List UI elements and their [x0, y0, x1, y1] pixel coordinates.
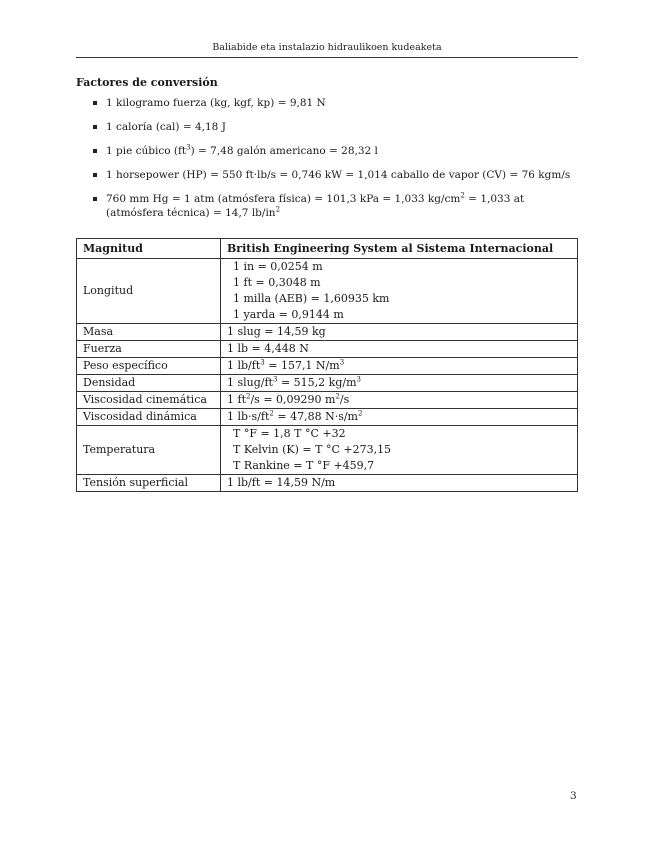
value-line: 1 milla (AEB) = 1,60935 km — [233, 292, 390, 305]
row-label: Tensión superficial — [77, 475, 221, 492]
column-header-conversion: British Engineering System al Sistema Internacional — [221, 239, 578, 259]
row-label: Fuerza — [77, 341, 221, 358]
superscript: 3 — [186, 143, 191, 152]
header-rule — [76, 57, 578, 58]
row-value — [221, 375, 578, 392]
page-number: 3 — [570, 790, 577, 802]
bullet-icon — [93, 173, 97, 177]
list-item-text: 1 pie cúbico (ft — [106, 145, 187, 157]
table-row — [77, 392, 578, 409]
table-row — [77, 358, 578, 375]
value-text: = 47,88 N·s/m — [273, 410, 358, 423]
table-row — [77, 426, 578, 475]
list-item — [92, 192, 578, 220]
table-row — [77, 409, 578, 426]
superscript: 3 — [272, 375, 278, 384]
value-text: 1 lb·s/ft — [227, 410, 270, 423]
row-label: Peso específico — [77, 358, 221, 375]
table-header-row — [77, 239, 578, 259]
conversion-table — [76, 238, 578, 492]
table-row — [77, 324, 578, 341]
list-item-text: 1 caloría (cal) = 4,18 J — [106, 121, 226, 133]
superscript: 2 — [460, 191, 465, 200]
value-line: 1 yarda = 0,9144 m — [233, 308, 344, 321]
list-item — [92, 144, 578, 158]
value-text: 1 ft — [227, 393, 246, 406]
superscript: 3 — [260, 358, 265, 367]
row-value: 1 lb = 4,448 N — [221, 341, 578, 358]
value-text: = 157,1 N/m — [264, 359, 340, 372]
value-text: 1 slug/ft — [227, 376, 273, 389]
row-value: 1 lb/ft = 14,59 N/m — [221, 475, 578, 492]
list-item-text: 1 kilogramo fuerza (kg, kgf, kp) = 9,81 N — [106, 97, 326, 109]
value-text: 1 lb/ft — [227, 359, 261, 372]
superscript: 2 — [246, 392, 251, 401]
row-label: Viscosidad cinemática — [77, 392, 221, 409]
value-text: = 515,2 kg/m — [277, 376, 357, 389]
row-label: Densidad — [77, 375, 221, 392]
table-row — [77, 375, 578, 392]
row-value — [221, 392, 578, 409]
value-line: T °F = 1,8 T °C +32 — [233, 427, 346, 440]
superscript: 3 — [339, 358, 345, 367]
list-item — [92, 168, 578, 182]
superscript: 3 — [356, 375, 361, 384]
value-line: T Kelvin (K) = T °C +273,15 — [233, 443, 392, 456]
bullet-icon — [93, 125, 97, 129]
list-item-text: ) = 7,48 galón americano = 28,32 l — [190, 145, 378, 157]
row-value — [221, 409, 578, 426]
list-item — [92, 120, 578, 134]
row-value — [221, 259, 578, 324]
value-text: /s — [339, 393, 350, 406]
value-line: T Rankine = T °F +459,7 — [233, 459, 375, 472]
superscript: 2 — [357, 409, 363, 418]
bullet-icon — [93, 197, 97, 201]
row-value — [221, 358, 578, 375]
running-header: Baliabide eta instalazio hidraulikoen kudeaketa — [212, 42, 442, 53]
row-label: Viscosidad dinámica — [77, 409, 221, 426]
list-item — [92, 96, 578, 110]
row-label: Temperatura — [77, 426, 221, 475]
bullet-icon — [93, 149, 97, 153]
row-label: Longitud — [77, 259, 221, 324]
row-value: 1 slug = 14,59 kg — [221, 324, 578, 341]
value-line: 1 in = 0,0254 m — [233, 260, 323, 273]
list-item-text: 760 mm Hg = 1 atm (atmósfera física) = 101,3 kPa = 1,033 kg/cm — [106, 193, 461, 205]
row-value — [221, 426, 578, 475]
value-line: 1 ft = 0,3048 m — [233, 276, 321, 289]
list-item-text: = 1,033 at (atmósfera técnica) = 14,7 lb/in — [106, 193, 525, 219]
list-item-text: 1 horsepower (HP) = 550 ft·lb/s = 0,746 kW = 1,014 caballo de vapor (CV) = 76 kgm/s — [106, 169, 571, 181]
row-label: Masa — [77, 324, 221, 341]
section-title: Factores de conversión — [76, 76, 218, 89]
value-text: /s = 0,09290 m — [250, 393, 336, 406]
table-row — [77, 475, 578, 492]
table-row — [77, 341, 578, 358]
superscript: 2 — [275, 205, 281, 214]
superscript: 2 — [269, 409, 274, 418]
conversion-factor-list — [92, 96, 578, 230]
table-row — [77, 259, 578, 324]
column-header-magnitud: Magnitud — [77, 239, 221, 259]
superscript: 2 — [335, 392, 340, 401]
bullet-icon — [93, 101, 97, 105]
